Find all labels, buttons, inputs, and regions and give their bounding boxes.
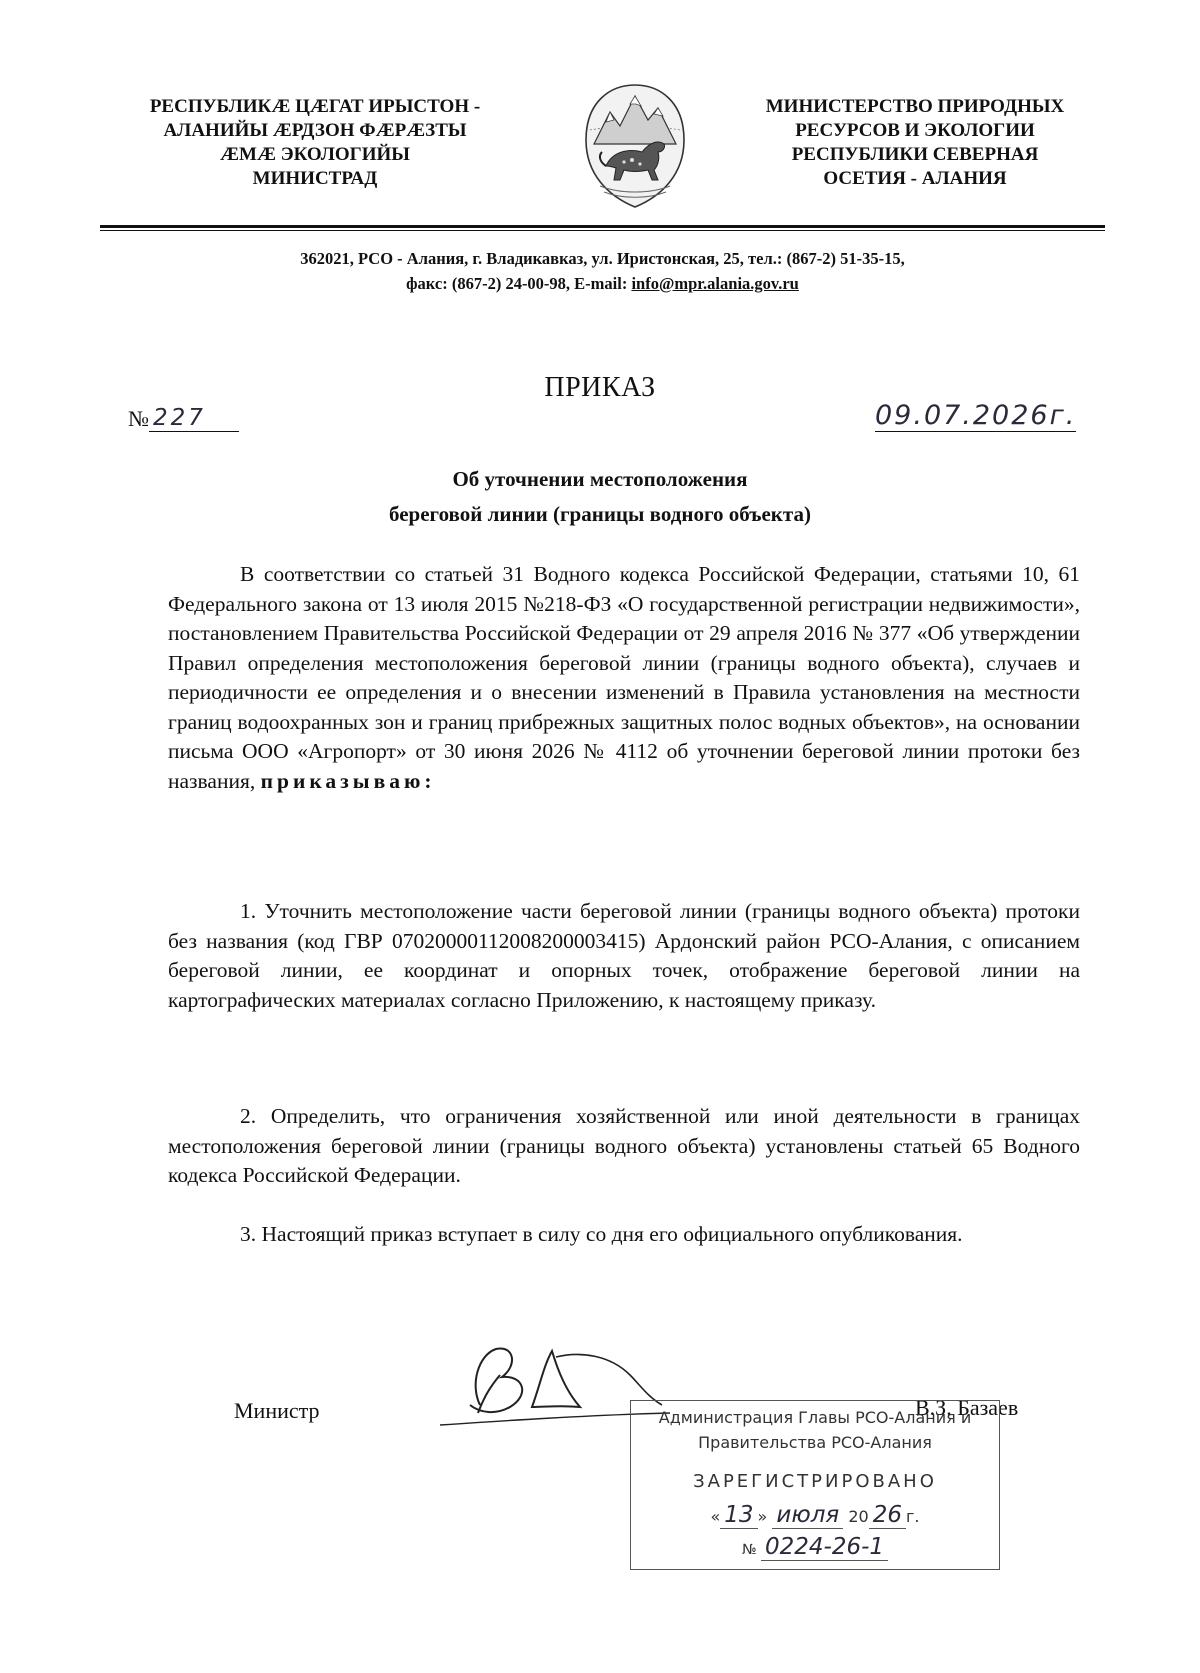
subject-line: береговой линии (границы водного объекта) <box>389 502 811 526</box>
header-right-line: РЕСПУБЛИКИ СЕВЕРНАЯ <box>791 144 1039 165</box>
order-number <box>128 405 239 432</box>
preamble-paragraph <box>168 560 1080 796</box>
stamp-registration-number <box>631 1534 999 1560</box>
address-line-fax <box>100 271 1105 296</box>
header-left-line: АЛАНИЙЫ ÆРДЗОН ФÆРÆЗТЫ <box>163 120 467 141</box>
order-item-2 <box>168 1102 1080 1191</box>
header-left-line: МИНИСТРАД <box>252 168 378 189</box>
order-item-text: 1. Уточнить местоположение части береговой линии (границы водного объекта) протоки без названия (код ГВР 07020000112008200003415) Ардонский район РСО-Алания, с описанием береговой линии, ее координат и опорных точек, отображение береговой линии на картографических материалах согласно Приложению, к настоящему приказу. <box>168 899 1080 1012</box>
header-right-line: РЕСУРСОВ И ЭКОЛОГИИ <box>795 120 1035 141</box>
subject-line: Об уточнении местоположения <box>452 467 748 491</box>
signatory-title: Министр <box>234 1398 320 1423</box>
order-word: приказываю: <box>260 768 436 793</box>
order-item-text: 3. Настоящий приказ вступает в силу со дня его официального опубликования. <box>240 1222 963 1246</box>
header-right-line: МИНИСТЕРСТВО ПРИРОДНЫХ <box>765 96 1065 117</box>
header-divider-thin <box>100 230 1105 231</box>
header-right-ministry-name <box>735 95 1095 191</box>
header-divider-thick <box>100 225 1105 228</box>
stamp-year-unit: г. <box>906 1507 920 1526</box>
stamp-year-suffix: 26 <box>869 1502 906 1529</box>
stamp-month: июля <box>772 1502 843 1529</box>
header-left-line: РЕСПУБЛИКÆ ЦÆГАТ ИРЫСТОН - <box>149 96 481 117</box>
stamp-registered-label: ЗАРЕГИСТРИРОВАНО <box>693 1471 937 1492</box>
stamp-authority-line: Администрация Главы РСО-Алания и <box>658 1408 972 1427</box>
address-line: 362021, РСО - Алания, г. Владикавказ, ул. Иристонская, 25, тел.: (867-2) 51-35-15, <box>300 249 905 268</box>
stamp-number-value: 0224-26-1 <box>761 1534 888 1561</box>
order-date: 09.07.2026г. <box>875 400 1077 431</box>
header-right-line: ОСЕТИЯ - АЛАНИЯ <box>823 168 1007 189</box>
order-item-3 <box>168 1220 1080 1250</box>
stamp-registration-date: « 13 » июля 20 26 г. <box>710 1502 920 1528</box>
number-sign: № <box>128 406 149 431</box>
signatory-name: В.З. Базаев <box>915 1395 1019 1420</box>
order-subject <box>300 462 900 532</box>
header-left-line: ÆМÆ ЭКОЛОГИЙЫ <box>220 144 410 165</box>
stamp-authority-line: Правительства РСО-Алания <box>698 1433 932 1452</box>
contact-address <box>100 246 1105 296</box>
order-item-text: 2. Определить, что ограничения хозяйственной или иной деятельности в границах местоположения береговой линии (границы водного объекта) установлены статьей 65 Водного кодекса Российской Федерации. <box>168 1104 1080 1187</box>
coat-of-arms-icon <box>580 82 690 210</box>
fax-text: факс: (867-2) 24-00-98, E-mail: <box>406 274 632 293</box>
header-left-ministry-name <box>125 95 505 191</box>
stamp-day: 13 <box>720 1502 757 1529</box>
order-item-1 <box>168 897 1080 1015</box>
stamp-year-prefix: 20 <box>848 1507 869 1526</box>
document-type-title: ПРИКАЗ <box>544 372 656 403</box>
order-number-value: 227 <box>149 405 239 432</box>
email-link[interactable]: info@mpr.alania.gov.ru <box>631 274 799 293</box>
registration-stamp <box>630 1400 1000 1570</box>
stamp-number-sign: № <box>741 1542 757 1558</box>
preamble-text: В соответствии со статьей 31 Водного кодекса Российской Федерации, статьями 10, 61 Федерального закона от 13 июля 2015 №218-ФЗ «О государственной регистрации недвижимости», постановлением Правительства Российской Федерации от 29 апреля 2016 № 377 «Об утверждении Правил определения местоположения береговой линии (границы водного объекта), случаев и периодичности ее определения и о внесении изменений в Правила установления на местности границ водоохранных зон и границ прибрежных защитных полос водных объектов», на основании письма ООО «Агропорт» от 30 июня 2026 № 4112 об уточнении береговой линии протоки без названия, <box>168 562 1080 793</box>
